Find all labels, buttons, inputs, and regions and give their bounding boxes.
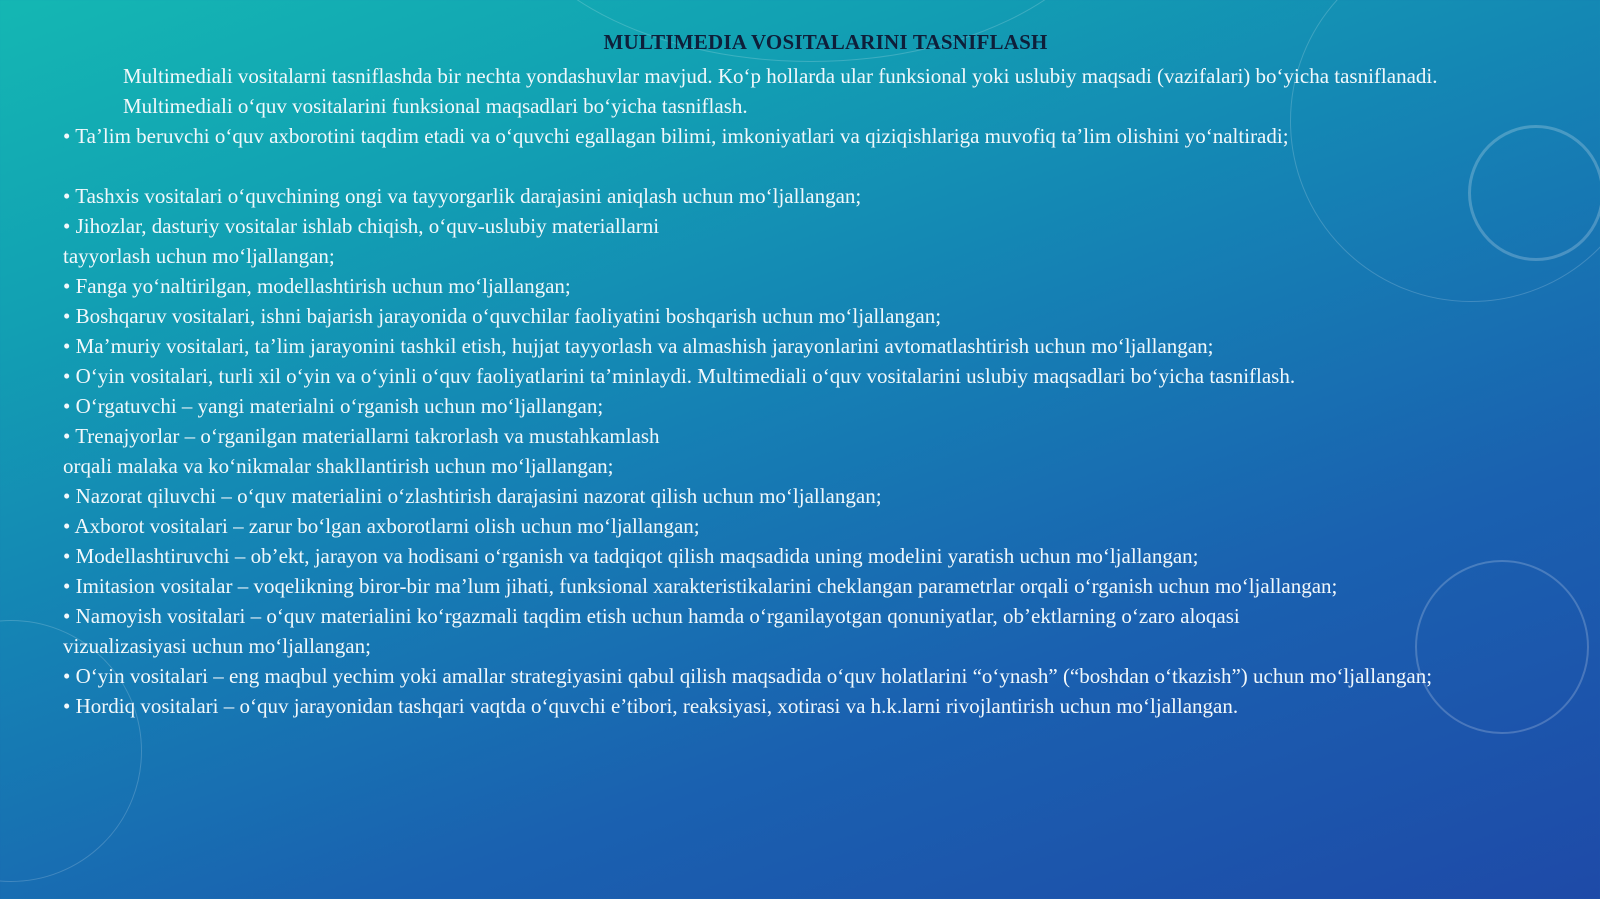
intro-paragraph: Multimediali vositalarni tasniflashda bir nechta yondashuvlar mavjud. Ko‘p hollarda ular funksional yoki uslubiy maqsadi (vazifalari) bo‘yicha tasniflanadi. (123, 64, 1438, 88)
list-item: • Fanga yo‘naltirilgan, modellashtirish uchun mo‘ljallangan; (63, 274, 571, 298)
list-item: • O‘yin vositalari – eng maqbul yechim yoki amallar strategiyasini qabul qilish maqsadida o‘quv holatlarini “o‘ynash” (“boshdan o‘tkazish”) uchun mo‘ljallangan; (63, 664, 1433, 688)
list-item: • Axborot vositalari – zarur bo‘lgan axborotlarni olish uchun mo‘ljallangan; (63, 514, 700, 538)
spacer (63, 151, 1528, 181)
list-item: • Nazorat qiluvchi – o‘quv materialini o‘zlashtirish darajasini nazorat qilish uchun mo‘ljallangan; (63, 484, 882, 508)
functional-heading: Multimediali o‘quv vositalarini funksional maqsadlari bo‘yicha tasniflash. (123, 94, 748, 118)
list-item: • Ma’muriy vositalari, ta’lim jarayonini tashkil etish, hujjat tayyorlash va almashish jarayonlarini avtomatlashtirish uchun mo‘ljallangan; (63, 334, 1214, 358)
list-item-continuation: tayyorlash uchun mo‘ljallangan; (63, 244, 335, 268)
list-item: • O‘yin vositalari, turli xil o‘yin va o‘yinli o‘quv faoliyatlarini ta’minlaydi. Multimediali o‘quv vositalarini uslubiy maqsadlari bo‘yicha tasniflash. (63, 364, 1296, 388)
list-item-continuation: orqali malaka va ko‘nikmalar shakllantirish uchun mo‘ljallangan; (63, 454, 614, 478)
list-item-continuation: vizualizasiyasi uchun mo‘ljallangan; (63, 634, 371, 658)
list-item: • Trenajyorlar – o‘rganilgan materiallarni takrorlash va mustahkamlash (63, 424, 660, 448)
list-item: • Hordiq vositalari – o‘quv jarayonidan tashqari vaqtda o‘quvchi e’tibori, reaksiyasi, xotirasi va h.k.larni rivojlantirish uchun mo‘ljallangan. (63, 694, 1239, 718)
list-item: • Ta’lim beruvchi o‘quv axborotini taqdim etadi va o‘quvchi egallagan bilimi, imkoniyatlari va qiziqishlariga muvofiq ta’lim olishini yo‘naltiradi; (63, 124, 1289, 148)
list-item: • Modellashtiruvchi – ob’ekt, jarayon va hodisani o‘rganish va tadqiqot qilish maqsadida uning modelini yaratish uchun mo‘ljallangan; (63, 544, 1199, 568)
list-item: • Boshqaruv vositalari, ishni bajarish jarayonida o‘quvchilar faoliyatini boshqarish uchun mo‘ljallangan; (63, 304, 942, 328)
slide-title: MULTIMEDIA VOSITALARINI TASNIFLASH (603, 30, 1048, 54)
slide-content (63, 30, 1528, 721)
list-item: • O‘rgatuvchi – yangi materialni o‘rganish uchun mo‘ljallangan; (63, 394, 604, 418)
list-item: • Tashxis vositalari o‘quvchining ongi va tayyorgarlik darajasini aniqlash uchun mo‘ljallangan; (63, 184, 862, 208)
list-item: • Namoyish vositalari – o‘quv materialini ko‘rgazmali taqdim etish uchun hamda o‘rganilayotgan qonuniyatlar, ob’ektlarning o‘zaro aloqasi (63, 604, 1240, 628)
list-item: • Imitasion vositalar – voqelikning biror-bir ma’lum jihati, funksional xarakteristikalarini cheklangan parametrlar orqali o‘rganish uchun mo‘ljallangan; (63, 574, 1338, 598)
list-item: • Jihozlar, dasturiy vositalar ishlab chiqish, o‘quv-uslubiy materiallarni (63, 214, 660, 238)
